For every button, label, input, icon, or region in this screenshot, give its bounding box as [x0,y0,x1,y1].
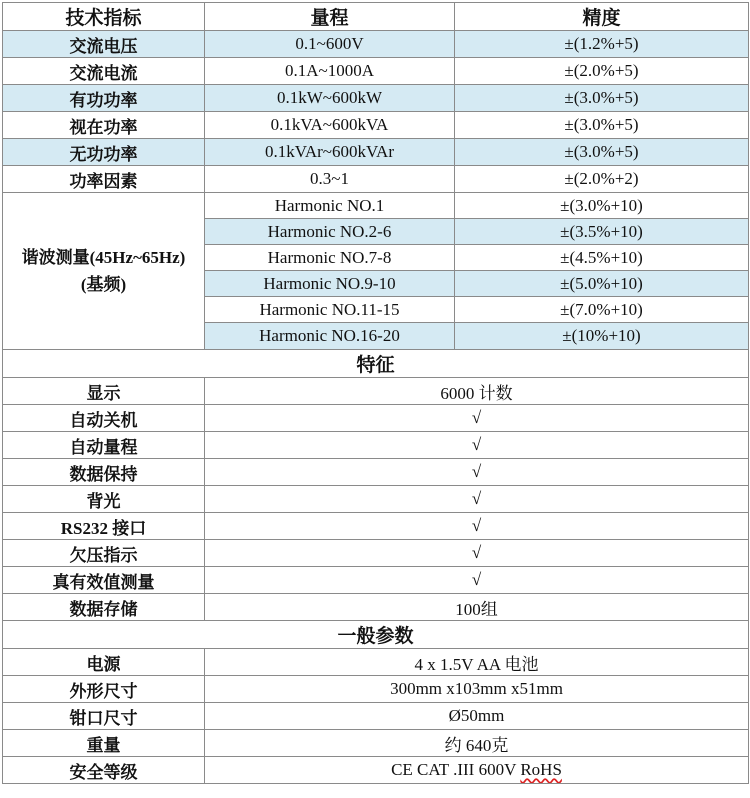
section-header-features [3,350,749,378]
feature-name: 数据存储 [3,594,205,621]
row-name: 无功功率 [3,139,205,166]
general-row [3,757,749,784]
row-name: 功率因素 [3,166,205,193]
section-header-general [3,621,749,649]
general-title: 一般参数 [3,621,749,649]
general-value: Ø50mm [205,703,749,730]
table-row [3,139,749,166]
row-range: 0.3~1 [205,166,455,193]
feature-value: √ [205,513,749,540]
feature-row [3,432,749,459]
harmonic-accuracy: ±(4.5%+10) [455,245,749,271]
harmonic-row [3,193,749,219]
feature-row [3,486,749,513]
feature-value: √ [205,459,749,486]
feature-value: √ [205,567,749,594]
table-row [3,85,749,112]
header-range: 量程 [205,3,455,31]
general-name: 钳口尺寸 [3,703,205,730]
feature-name: 欠压指示 [3,540,205,567]
feature-value: 6000 计数 [205,378,749,405]
feature-row [3,459,749,486]
feature-row [3,513,749,540]
harmonic-accuracy: ±(7.0%+10) [455,297,749,323]
row-range: 0.1kVAr~600kVAr [205,139,455,166]
feature-row [3,594,749,621]
row-name: 有功功率 [3,85,205,112]
harmonic-label-line2: (基频) [80,275,127,294]
general-row [3,730,749,757]
feature-row [3,378,749,405]
harmonic-range: Harmonic NO.16-20 [205,323,455,350]
row-name: 视在功率 [3,112,205,139]
feature-name: 数据保持 [3,459,205,486]
harmonic-range: Harmonic NO.1 [205,193,455,219]
feature-row [3,567,749,594]
general-value: 4 x 1.5V AA 电池 [205,649,749,676]
harmonic-accuracy: ±(5.0%+10) [455,271,749,297]
rohs-mark: RoHS [520,760,562,779]
general-row [3,676,749,703]
table-row [3,112,749,139]
harmonic-accuracy: ±(3.5%+10) [455,219,749,245]
table-row [3,166,749,193]
harmonic-label-line1: 谐波测量(45Hz~65Hz) [21,248,186,267]
table-row [3,58,749,85]
header-indicator: 技术指标 [3,3,205,31]
feature-name: 真有效值测量 [3,567,205,594]
general-value [205,757,749,784]
row-range: 0.1~600V [205,31,455,58]
harmonic-range: Harmonic NO.2-6 [205,219,455,245]
row-accuracy: ±(2.0%+5) [455,58,749,85]
row-range: 0.1kVA~600kVA [205,112,455,139]
row-range: 0.1kW~600kW [205,85,455,112]
general-name: 安全等级 [3,757,205,784]
feature-name: 显示 [3,378,205,405]
harmonic-accuracy: ±(3.0%+10) [455,193,749,219]
spec-table [2,2,749,784]
general-name: 电源 [3,649,205,676]
row-range: 0.1A~1000A [205,58,455,85]
general-name: 重量 [3,730,205,757]
feature-value: 100组 [205,594,749,621]
safety-class-text: CE CAT .III 600V [391,760,521,779]
feature-value: √ [205,486,749,513]
feature-name: 自动量程 [3,432,205,459]
row-accuracy: ±(3.0%+5) [455,85,749,112]
feature-row [3,540,749,567]
header-accuracy: 精度 [455,3,749,31]
row-name: 交流电流 [3,58,205,85]
feature-row [3,405,749,432]
feature-value: √ [205,432,749,459]
general-value: 300mm x103mm x51mm [205,676,749,703]
feature-value: √ [205,540,749,567]
table-row [3,31,749,58]
harmonic-range: Harmonic NO.9-10 [205,271,455,297]
feature-name: 自动关机 [3,405,205,432]
row-accuracy: ±(3.0%+5) [455,139,749,166]
row-accuracy: ±(3.0%+5) [455,112,749,139]
feature-name: 背光 [3,486,205,513]
general-row [3,703,749,730]
harmonic-range: Harmonic NO.7-8 [205,245,455,271]
row-accuracy: ±(2.0%+2) [455,166,749,193]
general-name: 外形尺寸 [3,676,205,703]
row-name: 交流电压 [3,31,205,58]
general-value: 约 640克 [205,730,749,757]
feature-name: RS232 接口 [3,513,205,540]
table-header-row [3,3,749,31]
features-title: 特征 [3,350,749,378]
general-row [3,649,749,676]
feature-value: √ [205,405,749,432]
harmonic-accuracy: ±(10%+10) [455,323,749,350]
row-accuracy: ±(1.2%+5) [455,31,749,58]
harmonic-label [3,193,205,350]
harmonic-range: Harmonic NO.11-15 [205,297,455,323]
